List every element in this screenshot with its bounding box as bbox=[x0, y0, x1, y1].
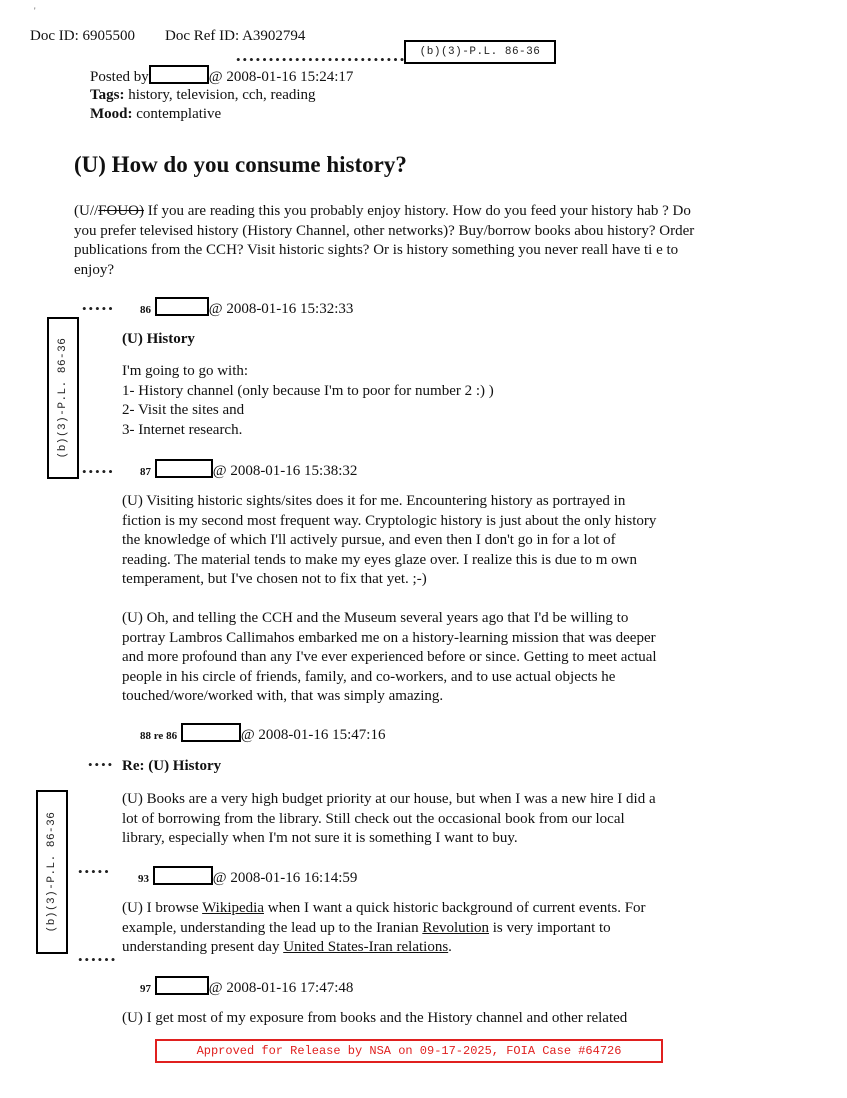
posted-by-label: Posted by bbox=[90, 69, 149, 85]
comment-88-header bbox=[140, 723, 385, 746]
comment-87-para-2 bbox=[122, 609, 657, 707]
comment-93-line-2 bbox=[122, 919, 646, 939]
redaction-leader-dots: •••••••••••••••••••••••••• bbox=[236, 52, 407, 67]
tags-value: history, television, cch, reading bbox=[128, 87, 316, 103]
redacted-author bbox=[155, 459, 213, 478]
comment-86-body bbox=[122, 362, 494, 440]
doc-id: Doc ID: 6905500 bbox=[30, 28, 135, 44]
comment-88-body bbox=[122, 790, 656, 849]
exemption-stamp-left-1 bbox=[47, 317, 79, 479]
posted-timestamp: @ 2008-01-16 15:24:17 bbox=[208, 69, 354, 85]
comment-timestamp: @ 2008-01-16 15:38:32 bbox=[212, 463, 358, 479]
post-title: (U) How do you consume history? bbox=[74, 152, 407, 177]
redacted-author bbox=[155, 297, 209, 316]
mood-line bbox=[90, 104, 221, 124]
redacted-author bbox=[155, 976, 209, 995]
comment-97-body bbox=[122, 1009, 627, 1029]
comment-timestamp: @ 2008-01-16 17:47:48 bbox=[208, 980, 354, 996]
comment-86-line-3: 2- Visit the sites and bbox=[122, 402, 245, 419]
classification-prefix: (U// bbox=[74, 203, 99, 219]
comment-87-para-1 bbox=[122, 492, 656, 590]
comment-87-p2-line-5: touched/wore/worked with, that was simply amazing. bbox=[122, 688, 444, 705]
leader-dots-93: ••••• bbox=[78, 864, 111, 879]
comment-87-p1-line-5: temperament, but I've chosen not to fix that yet. ;-) bbox=[122, 571, 427, 588]
comment-87-p1-line-3: the knowledge of which I'll actively pursue, and even then I don't go in for a lot of bbox=[122, 532, 616, 549]
scan-mark: ' bbox=[34, 6, 36, 16]
comment-88-line-2: lot of borrowing from the library. Still check out the occasional book from our local bbox=[122, 810, 625, 827]
text: is very important to bbox=[489, 919, 611, 936]
comment-88-title: Re: (U) History bbox=[122, 758, 222, 774]
release-stamp bbox=[155, 1039, 663, 1063]
doc-ref-id: Doc Ref ID: A3902794 bbox=[165, 28, 306, 44]
comment-87-p2-line-4: people in his circle of friends, family, and co-workers, and to use actual objects he bbox=[122, 668, 616, 685]
leader-dots-86: ••••• bbox=[82, 301, 115, 316]
comment-87-header bbox=[140, 459, 357, 482]
exemption-stamp-left-2-text: (b)(3)-P.L. 86-36 bbox=[46, 811, 58, 933]
comment-86-line-4: 3- Internet research. bbox=[122, 421, 243, 438]
post-body-line-2: you prefer televised history (History Channel, other networks)? Buy/borrow books abou history? Order bbox=[74, 222, 695, 239]
comment-86-header bbox=[140, 297, 353, 320]
text: when I want a quick historic background of current events. For bbox=[264, 900, 646, 916]
leader-dots-88: •••• bbox=[88, 757, 115, 772]
comment-93-line-1 bbox=[122, 899, 646, 919]
wikipedia-link[interactable]: Wikipedia bbox=[202, 900, 264, 916]
revolution-link[interactable]: Revolution bbox=[422, 919, 489, 936]
comment-87-p1-line-4: reading. The material tends to make my eyes glaze over. I realize this is due to m own bbox=[122, 551, 637, 568]
comment-86-title: (U) History bbox=[122, 331, 195, 347]
post-body bbox=[74, 202, 694, 280]
comment-number: 97 bbox=[140, 983, 151, 995]
comment-86-line-2: 1- History channel (only because I'm to poor for number 2 :) ) bbox=[122, 382, 494, 399]
comment-87-p1-line-2: fiction is my second most frequent way. Cryptologic history is just about the only history bbox=[122, 512, 657, 529]
mood-value: contemplative bbox=[136, 106, 222, 122]
comment-97-header bbox=[140, 976, 353, 999]
comment-88-line-1: (U) Books are a very high budget priority at our house, but when I was a new hire I did a bbox=[122, 791, 656, 807]
redacted-author bbox=[153, 866, 213, 885]
us-iran-relations-link[interactable]: United States-Iran relations bbox=[283, 939, 449, 956]
comment-timestamp: @ 2008-01-16 16:14:59 bbox=[212, 870, 358, 886]
post-body-line-3: publications from the CCH? Visit historic sights? Or is history something you never reall have ti e to bbox=[74, 242, 679, 259]
post-body-line-1 bbox=[74, 202, 694, 222]
release-stamp-text: Approved for Release by NSA on 09-17-2025, FOIA Case #64726 bbox=[196, 1044, 622, 1058]
comment-86-line-1: I'm going to go with: bbox=[122, 363, 249, 379]
comment-number: 87 bbox=[140, 466, 151, 478]
comment-87-p2-line-3: and more profound than any I've ever experienced before or since. Getting to meet actual bbox=[122, 649, 657, 666]
comment-87-p2-line-1: (U) Oh, and telling the CCH and the Museum several years ago that I'd be willing to bbox=[122, 610, 629, 626]
exemption-stamp-top bbox=[404, 40, 556, 64]
comment-88-line-3: library, especially when I'm not sure it is something I want to buy. bbox=[122, 830, 518, 847]
comment-93-header bbox=[138, 866, 357, 889]
comment-timestamp: @ 2008-01-16 15:32:33 bbox=[208, 301, 354, 317]
mood-label: Mood: bbox=[90, 106, 133, 122]
tags-label: Tags: bbox=[90, 87, 125, 103]
comment-number: 86 bbox=[140, 304, 151, 316]
tags-line bbox=[90, 85, 316, 105]
posted-by-line bbox=[90, 65, 353, 87]
comment-93-body bbox=[122, 899, 646, 958]
comment-number: 93 bbox=[138, 873, 149, 885]
comment-number: 88 re 86 bbox=[140, 730, 178, 742]
post-body-line-4: enjoy? bbox=[74, 261, 114, 278]
comment-93-line-3 bbox=[122, 938, 646, 958]
leader-dots-87: ••••• bbox=[82, 464, 115, 479]
redacted-author bbox=[181, 723, 241, 742]
exemption-stamp-left-1-text: (b)(3)-P.L. 86-36 bbox=[57, 337, 69, 459]
exemption-stamp-left-2 bbox=[36, 790, 68, 954]
text: understanding present day bbox=[122, 939, 284, 956]
post-body-line-1-rest: If you are reading this you probably enjoy history. How do you feed your history hab ? Do bbox=[144, 203, 691, 219]
text: example, understanding the lead up to the Iranian bbox=[122, 919, 423, 936]
redacted-author bbox=[149, 65, 209, 84]
text: . bbox=[448, 939, 452, 956]
text: (U) I browse bbox=[122, 900, 203, 916]
exemption-stamp-top-text: (b)(3)-P.L. 86-36 bbox=[419, 46, 541, 58]
comment-97-line-1: (U) I get most of my exposure from books and the History channel and other related bbox=[122, 1010, 628, 1026]
comment-87-p1-line-1: (U) Visiting historic sights/sites does it for me. Encountering history as portrayed in bbox=[122, 493, 626, 509]
leader-dots-97: •••••• bbox=[78, 952, 118, 967]
comment-87-p2-line-2: portray Lambros Callimahos embarked me on a history-learning mission that was deeper bbox=[122, 629, 656, 646]
struck-marking: FOUO) bbox=[98, 203, 145, 219]
comment-timestamp: @ 2008-01-16 15:47:16 bbox=[240, 727, 386, 743]
